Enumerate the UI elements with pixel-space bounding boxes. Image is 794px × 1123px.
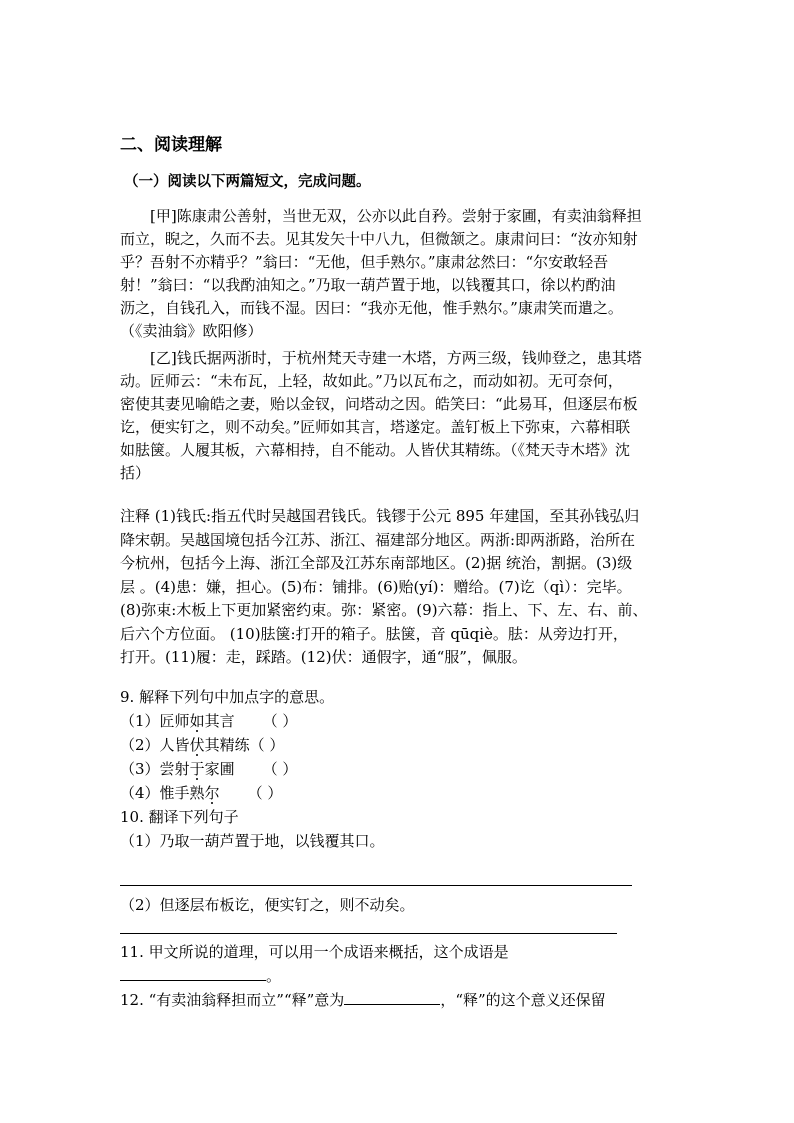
passage-line: 动。匠师云：“未布瓦，上轻，故如此。”乃以瓦布之，而动如初。无可奈何， bbox=[120, 372, 623, 390]
item-number: （1） bbox=[120, 712, 160, 730]
q9-item bbox=[120, 733, 385, 757]
question-9 bbox=[120, 685, 385, 853]
item-text: 匠师 bbox=[159, 712, 190, 730]
answer-blank[interactable] bbox=[120, 966, 266, 981]
question-stem: 12. “有卖油翁释担而立”“释”意为 bbox=[120, 991, 345, 1009]
dotted-char: 如 bbox=[189, 712, 205, 730]
annotation-line: 今杭州，包括今上海、浙江全部及江苏东南部地区。(2)据 统治，割据。(3)级 bbox=[120, 554, 633, 572]
passage-line: [甲]陈康肃公善射，当世无双，公亦以此自矜。尝射于家圃，有卖油翁释担 bbox=[150, 207, 642, 225]
q9-item bbox=[120, 709, 385, 733]
q9-item bbox=[120, 757, 385, 781]
passage-line: 而立，睨之，久而不去。见其发矢十中八九，但微颔之。康肃问曰：“汝亦知射 bbox=[120, 230, 638, 248]
q9-item bbox=[120, 781, 385, 805]
annotation-line: 后六个方位面。 (10)胠箧:打开的箱子。胠箧，音 qūqiè。胠：从旁边打开， bbox=[120, 624, 628, 643]
question-stem: 11. 甲文所说的道理，可以用一个成语来概括，这个成语是 bbox=[120, 943, 509, 961]
item-number: （4） bbox=[120, 784, 160, 802]
question-stem: 10. 翻译下列句子 bbox=[120, 808, 239, 826]
passage-line: 讫，便实钉之，则不动矣。”匠师如其言，塔遂定。盖钉板上下弥束，六幕相联 bbox=[120, 418, 631, 436]
passage-line: 如胠箧。人履其板，六幕相持，自不能动。人皆伏其精练。（《梵天寺木塔》沈 bbox=[120, 441, 631, 459]
passage-line: 密使其妻见喻皓之妻，贻以金钗，问塔动之因。皓笑曰：“此易耳，但逐层布板 bbox=[120, 395, 638, 413]
translate-sentence-2: （2）但逐层布板讫，便实钉之，则不动矣。 bbox=[120, 896, 415, 914]
passage-line: [乙]钱氏据两浙时，于杭州梵天寺建一木塔，方两三级，钱帅登之，患其塔 bbox=[150, 349, 642, 367]
annotations bbox=[120, 505, 648, 670]
annotation-line: (8)弥束:木板上下更加紧密约束。弥：紧密。(9)六幕：指上、下、左、右、前、 bbox=[120, 601, 648, 619]
q11-answer-row bbox=[120, 964, 509, 988]
dotted-char: 伏 bbox=[189, 736, 205, 754]
section-title: 二、阅读理解 bbox=[120, 135, 222, 155]
passage-line: 射！”翁曰：“以我酌油知之。”乃取一葫芦置于地，以钱覆其口，徐以杓酌油 bbox=[120, 276, 616, 294]
answer-paren[interactable]: （ ） bbox=[262, 760, 298, 778]
dotted-char: 于 bbox=[189, 760, 205, 778]
item-text: 其言 bbox=[204, 712, 235, 730]
translate-sentence-1: （1）乃取一葫芦置于地，以钱覆其口。 bbox=[120, 832, 385, 850]
question-11 bbox=[120, 940, 509, 988]
item-number: （3） bbox=[120, 760, 160, 778]
item-text: 人皆 bbox=[159, 736, 190, 754]
annotation-line: 打开。(11)履：走，踩踏。(12)伏：通假字，通“服”，佩服。 bbox=[120, 648, 527, 666]
answer-line-1[interactable] bbox=[120, 885, 632, 886]
item-text: 其精练 bbox=[204, 736, 250, 754]
answer-paren[interactable]: （ ） bbox=[262, 712, 298, 730]
translate-sentence-2-wrap bbox=[120, 893, 415, 917]
passage-line: 乎？吾射不亦精乎？”翁曰：“无他，但手熟尔。”康肃忿然曰：“尔安敢轻吾 bbox=[120, 253, 609, 271]
item-number: （2） bbox=[120, 736, 160, 754]
item-text: 惟手熟 bbox=[159, 784, 205, 802]
answer-paren[interactable]: （ ） bbox=[247, 784, 283, 802]
annotation-line: 降宋朝。吴越国境包括今江苏、浙江、福建部分地区。两浙:即两浙路，治所在 bbox=[120, 530, 636, 549]
passage-line: 括） bbox=[120, 464, 151, 482]
annotation-line: 层 。(4)患：嫌，担心。(5)布：铺排。(6)贻(yí)：赠给。(7)讫（qì）：完毕。 bbox=[120, 577, 632, 596]
question-12 bbox=[120, 988, 606, 1012]
answer-paren[interactable]: （ ） bbox=[249, 736, 285, 754]
dotted-char: 尔 bbox=[204, 784, 220, 802]
passage-jia bbox=[120, 205, 680, 343]
period: 。 bbox=[266, 967, 282, 985]
passage-yi bbox=[120, 347, 680, 485]
item-text: 家圃 bbox=[204, 760, 235, 778]
q12-row bbox=[120, 988, 606, 1012]
passage-line: 沥之，自钱孔入，而钱不湿。因曰：“我亦无他，惟手熟尔。”康肃笑而遣之。 bbox=[120, 299, 623, 317]
passage-line: （《卖油翁》欧阳修） bbox=[120, 322, 263, 340]
answer-blank[interactable] bbox=[344, 990, 440, 1005]
item-text: 尝射 bbox=[159, 760, 190, 778]
annotation-line: 注释 (1)钱氏:指五代时吴越国君钱氏。钱镠于公元 895 年建国，至其孙钱弘归 bbox=[120, 507, 640, 525]
question-stem: 9. 解释下列句中加点字的意思。 bbox=[120, 688, 335, 706]
answer-line-2[interactable] bbox=[120, 933, 617, 934]
question-stem-cont: ，“释”的这个意义还保留 bbox=[440, 991, 606, 1009]
subsection-title: （一）阅读以下两篇短文，完成问题。 bbox=[124, 173, 371, 190]
